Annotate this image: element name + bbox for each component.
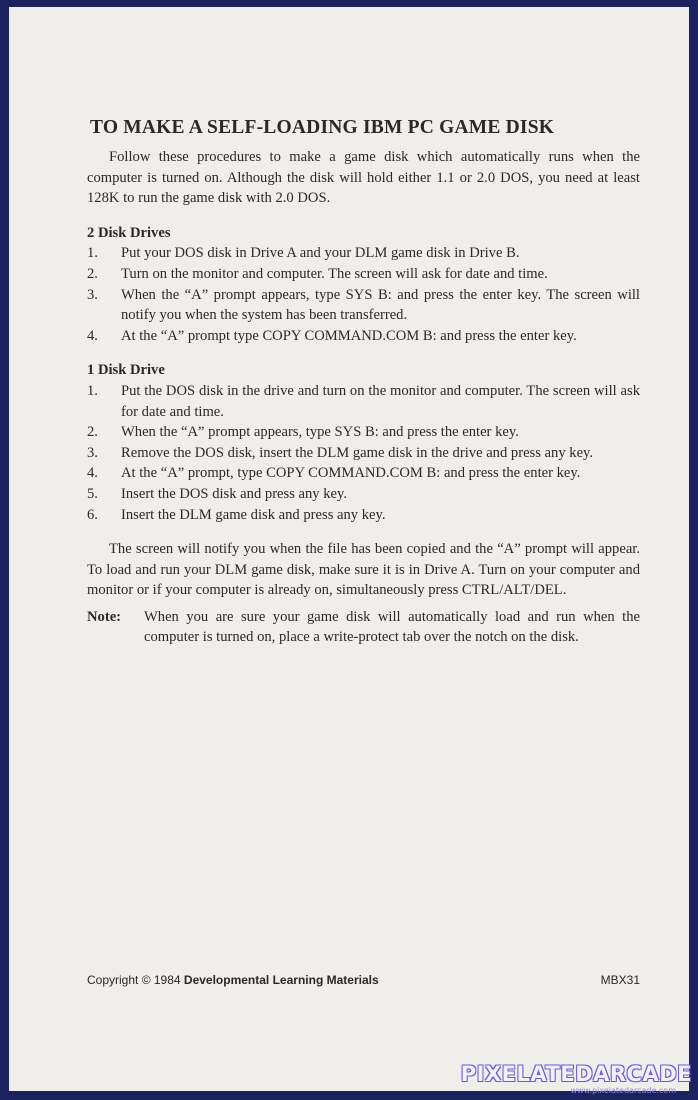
note-text: When you are sure your game disk will automatically load and run when the computer is turned on, place a write-protect tab over the notch on the disk. <box>144 608 640 646</box>
list-item: 2. When the “A” prompt appears, type SYS B: and press the enter key. <box>87 424 519 441</box>
closing-paragraph: The screen will notify you when the file has been copied and the “A” prompt will appear. To load and run your DLM game disk, make sure it is in Drive A. Turn on your computer and monitor or if your computer is already on, simultaneously press CTRL/ALT/DEL. <box>87 541 640 599</box>
product-code: MBX31 <box>600 973 640 987</box>
two-drives-steps <box>87 243 640 346</box>
section-heading-one-drive: 1 Disk Drive <box>87 362 165 379</box>
intro-paragraph: Follow these procedures to make a game disk which automatically runs when the computer is turned on. Although the disk will hold either 1.1 or 2.0 DOS, you need at least 128K to run the game disk with 2.0 DOS. <box>87 149 640 207</box>
page-title: TO MAKE A SELF-LOADING IBM PC GAME DISK <box>90 117 555 138</box>
section-heading-two-drives: 2 Disk Drives <box>87 224 171 241</box>
list-item: 6. Insert the DLM game disk and press any key. <box>87 506 386 523</box>
document-page <box>9 7 689 1091</box>
list-item: 5. Insert the DOS disk and press any key. <box>87 485 348 502</box>
list-item: 2. Turn on the monitor and computer. The screen will ask for date and time. <box>87 265 548 282</box>
list-item: 1. Put your DOS disk in Drive A and your DLM game disk in Drive B. <box>87 245 520 262</box>
one-drive-steps <box>87 381 640 525</box>
note-block <box>87 607 640 648</box>
note-label: Note: <box>87 608 122 625</box>
watermark-logo: PIXELATEDARCADE <box>460 1062 692 1086</box>
list-item: 3. Remove the DOS disk, insert the DLM game disk in the drive and press any key. <box>87 444 594 461</box>
list-item: 3. When the “A” prompt appears, type SYS B: and press the enter key. The screen will notify you when the system has been transferred. <box>87 286 640 324</box>
watermark-url: www.pixelatedarcade.com <box>570 1086 676 1095</box>
publisher-name: Developmental Learning Materials <box>183 973 379 987</box>
document-body <box>87 117 640 648</box>
list-item: 4. At the “A” prompt, type COPY COMMAND.COM B: and press the enter key. <box>87 465 581 482</box>
list-item: 4. At the “A” prompt type COPY COMMAND.COM B: and press the enter key. <box>87 327 577 344</box>
list-item: 1. Put the DOS disk in the drive and turn on the monitor and computer. The screen will ask for date and time. <box>87 382 640 420</box>
copyright-text: Copyright © 1984 <box>87 973 181 987</box>
page-footer <box>87 973 640 987</box>
